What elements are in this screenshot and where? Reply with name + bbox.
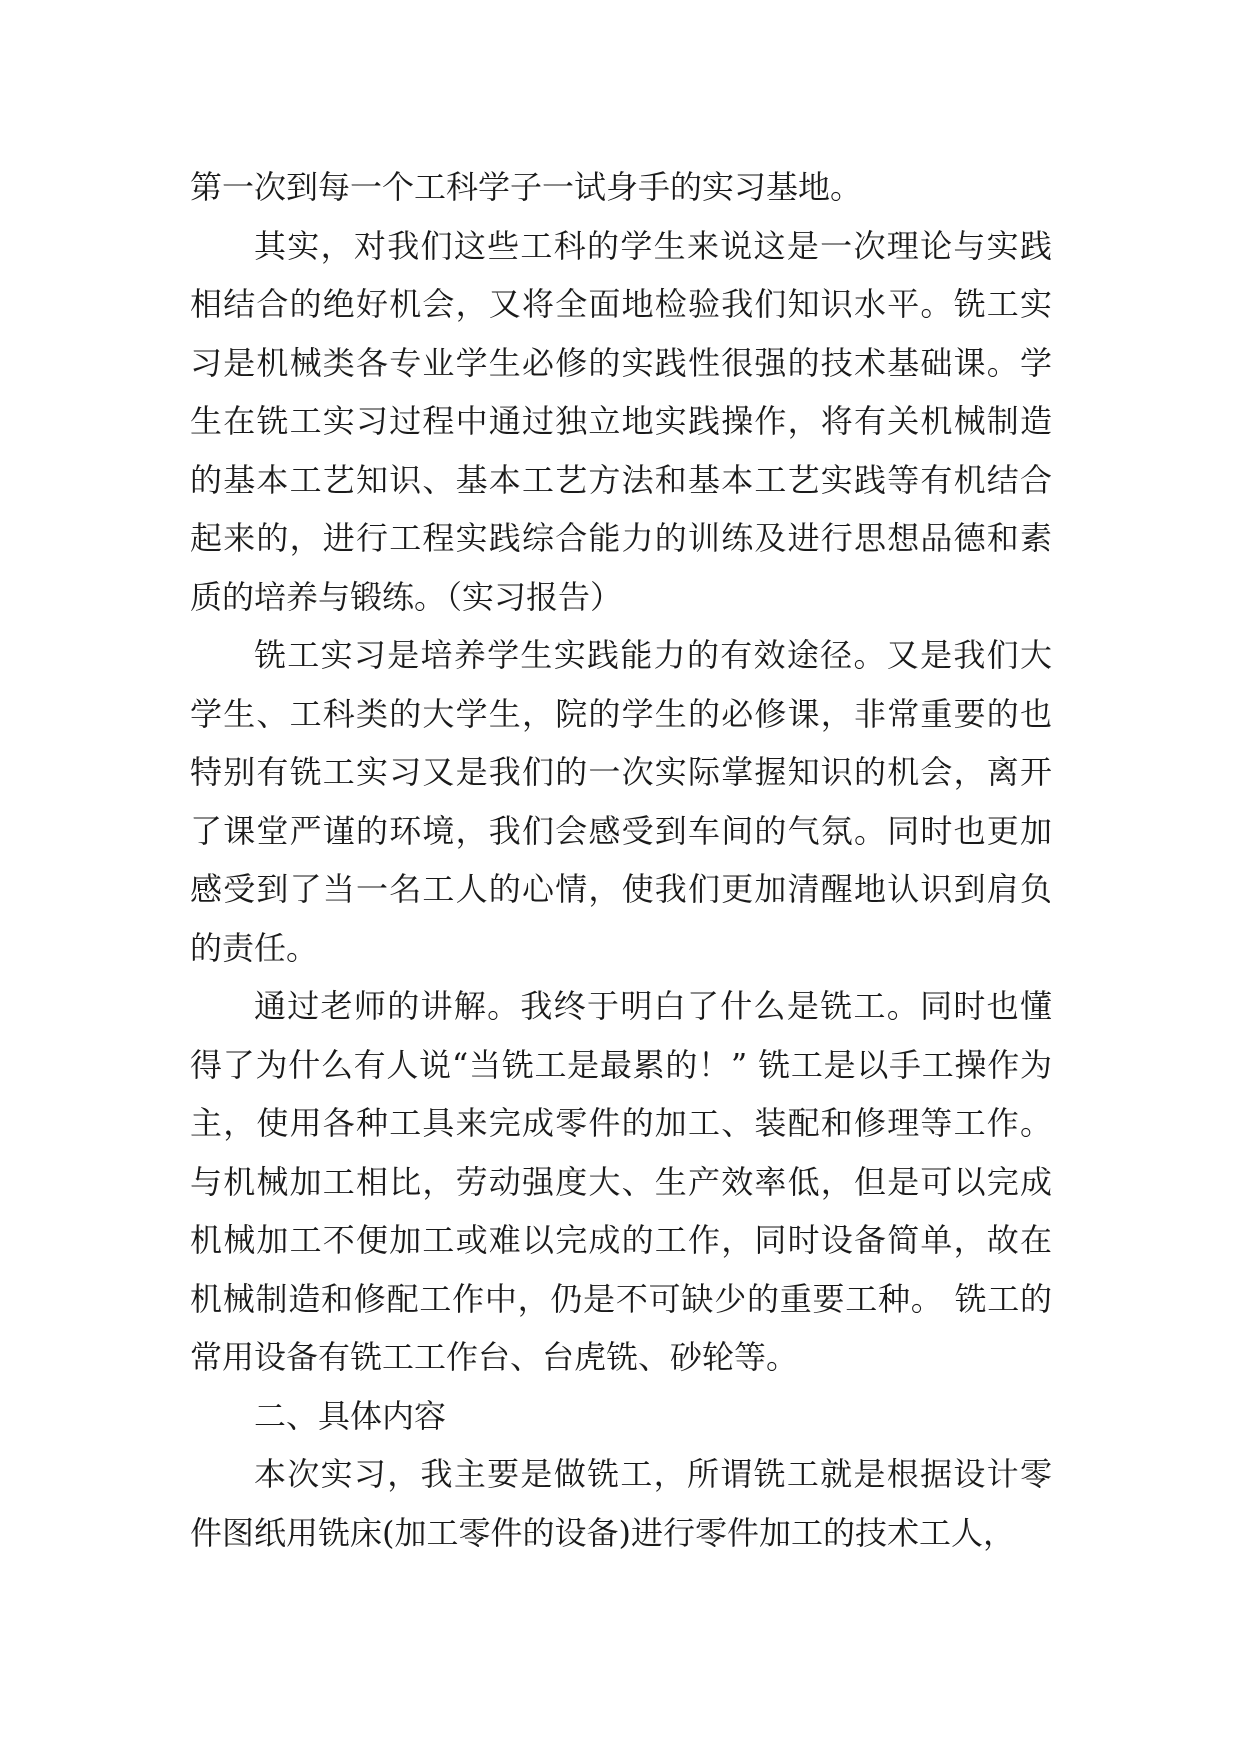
- paragraph-5: 本次实习，我主要是做铣工，所谓铣工就是根据设计零件图纸用铣床(加工零件的设备)进行零件加工的技术工人，: [190, 1455, 1052, 1552]
- paragraph-3: 铣工实习是培养学生实践能力的有效途径。又是我们大学生、工科类的大学生，院的学生的必修课，非常重要的也特别有铣工实习又是我们的一次实际掌握知识的机会，离开了课堂严谨的环境，我们会感受到车间的气氛。同时也更加感受到了当一名工人的心情，使我们更加清醒地认识到肩负的责任。: [190, 636, 1052, 967]
- paragraph-1: 第一次到每一个工科学子一试身手的实习基地。: [190, 168, 863, 206]
- section-heading: 二、具体内容: [254, 1396, 447, 1435]
- paragraph-4: 通过老师的讲解。我终于明白了什么是铣工。同时也懂得了为什么有人说“当铣工是最累的！” 铣工是以手工操作为主，使用各种工具来完成零件的加工、装配和修理等工作。与机械加工相比，劳动强度大、生产效率低，但是可以完成机械加工不便加工或难以完成的工作，同时设备简单，故在机械制造和修配工作中，仍是不可缺少的重要工种。 铣工的常用设备有铣工工作台、台虎铣、砂轮等。: [190, 987, 1052, 1376]
- paragraph-2: 其实，对我们这些工科的学生来说这是一次理论与实践相结合的绝好机会，又将全面地检验我们知识水平。铣工实习是机械类各专业学生必修的实践性很强的技术基础课。学生在铣工实习过程中通过独立地实践操作，将有关机械制造的基本工艺知识、基本工艺方法和基本工艺实践等有机结合起来的，进行工程实践综合能力的训练及进行思想品德和素质的培养与锻练。（实习报告）: [190, 226, 1052, 616]
- document-body: [190, 158, 1052, 1562]
